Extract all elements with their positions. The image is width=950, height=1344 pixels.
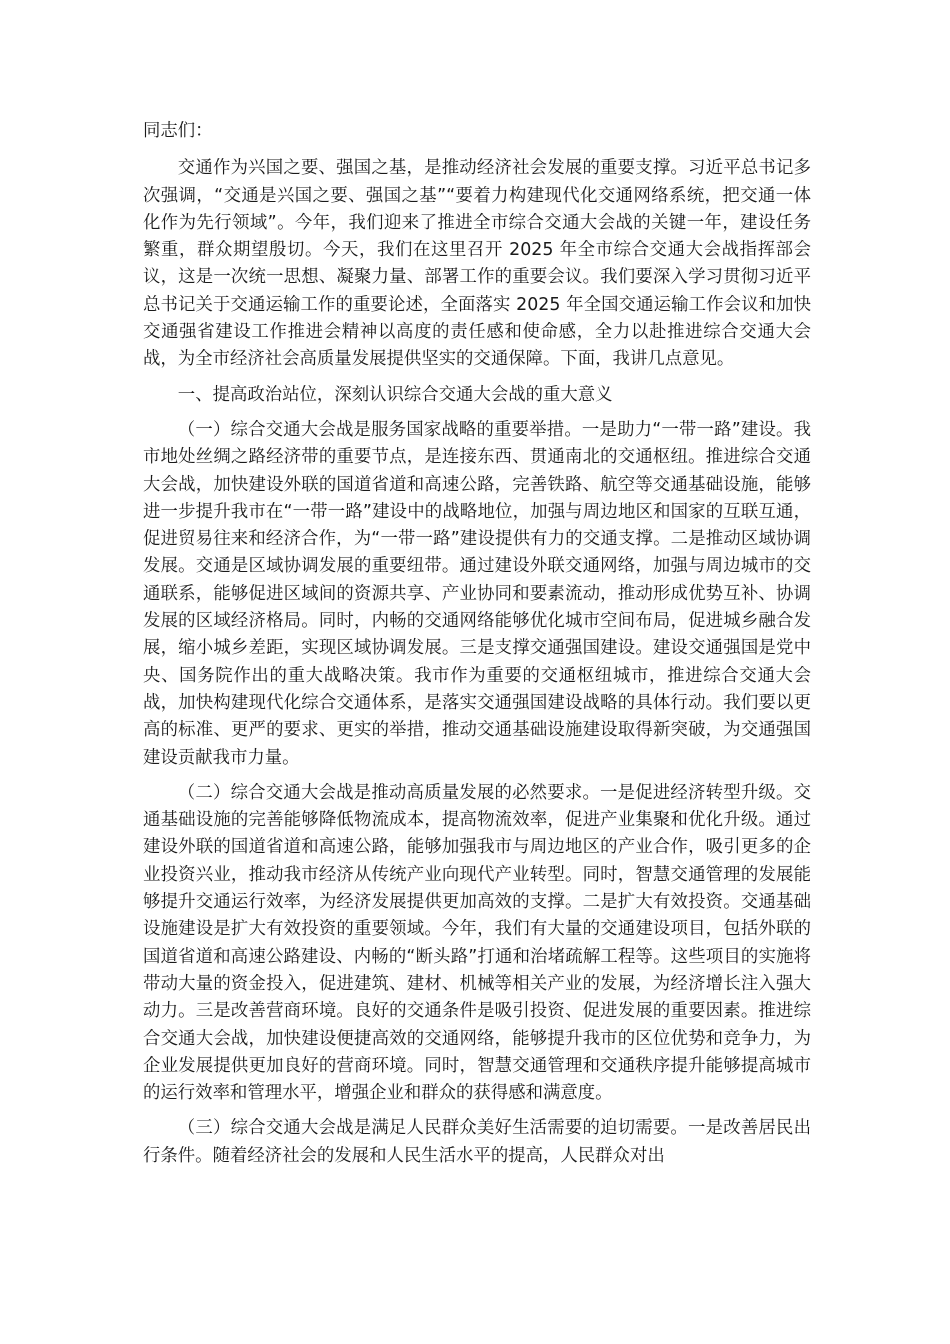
section-heading-1: 一、提高政治站位，深刻认识综合交通大会战的重大意义 [177,384,613,405]
document-body [143,118,811,1178]
salutation: 同志们： [143,121,213,141]
subsection-paragraph-1: （一）综合交通大会战是服务国家战略的重要举措。一是助力“一带一路”建设。我市地处丝绸之路经济带的重要节点，是连接东西、贯通南北的交通枢纽。推进综合交通大会战，加快建设外联的国道省道和高速公路，完善铁路、航空等交通基础设施，能够进一步提升我市在“一带一路”建设中的战略地位，加强与周边地区和国家的互联互通，促进贸易往来和经济合作，为“一带一路”建设提供有力的交通支撑。二是推动区域协调发展。交通是区域协调发展的重要纽带。通过建设外联交通网络，加强与周边城市的交通联系，能够促进区域间的资源共享、产业协同和要素流动，推动形成优势互补、协调发展的区域经济格局。同时，内畅的交通网络能够优化城市空间布局，促进城乡融合发展，缩小城乡差距，实现区域协调发展。三是支撑交通强国建设。建设交通强国是党中央、国务院作出的重大战略决策。我市作为重要的交通枢纽城市，推进综合交通大会战，加快构建现代化综合交通体系，是落实交通强国建设战略的具体行动。我们要以更高的标准、更严的要求、更实的举措，推动交通基础设施建设取得新突破，为交通强国建设贡献我市力量。 [143,419,811,768]
intro-paragraph: 交通作为兴国之要、强国之基，是推动经济社会发展的重要支撑。习近平总书记多次强调，“交通是兴国之要、强国之基”“要着力构建现代化交通网络系统，把交通一体化作为先行领域”。今年，我们迎来了推进全市综合交通大会战的关键一年，建设任务繁重，群众期望殷切。今天，我们在这里召开 2025 年全市综合交通大会战指挥部会议，这是一次统一思想、凝聚力量、部署工作的重要会议。我们要深入学习贯彻习近平总书记关于交通运输工作的重要论述，全面落实 2025 年全国交通运输工作会议和加快交通强省建设工作推进会精神以高度的责任感和使命感，全力以赴推进综合交通大会战，为全市经济社会高质量发展提供坚实的交通保障。下面，我讲几点意见。 [143,158,811,370]
subsection-paragraph-3: （三）综合交通大会战是满足人民群众美好生活需要的迫切需要。一是改善居民出行条件。随着经济社会的发展和人民生活水平的提高，人民群众对出 [143,1118,811,1166]
subsection-paragraph-2: （二）综合交通大会战是推动高质量发展的必然要求。一是促进经济转型升级。交通基础设施的完善能够降低物流成本，提高物流效率，促进产业集聚和优化升级。通过建设外联的国道省道和高速公路，能够加强我市与周边地区的产业合作，吸引更多的企业投资兴业，推动我市经济从传统产业向现代产业转型。同时，智慧交通管理的发展能够提升交通运行效率，为经济发展提供更加高效的支撑。二是扩大有效投资。交通基础设施建设是扩大有效投资的重要领域。今年，我们有大量的交通建设项目，包括外联的国道省道和高速公路建设、内畅的“断头路”打通和治堵疏解工程等。这些项目的实施将带动大量的资金投入，促进建筑、建材、机械等相关产业的发展，为经济增长注入强大动力。三是改善营商环境。良好的交通条件是吸引投资、促进发展的重要因素。推进综合交通大会战，加快建设便捷高效的交通网络，能够提升我市的区位优势和竞争力，为企业发展提供更加良好的营商环境。同时，智慧交通管理和交通秩序提升能够提高城市的运行效率和管理水平，增强企业和群众的获得感和满意度。 [143,782,811,1104]
